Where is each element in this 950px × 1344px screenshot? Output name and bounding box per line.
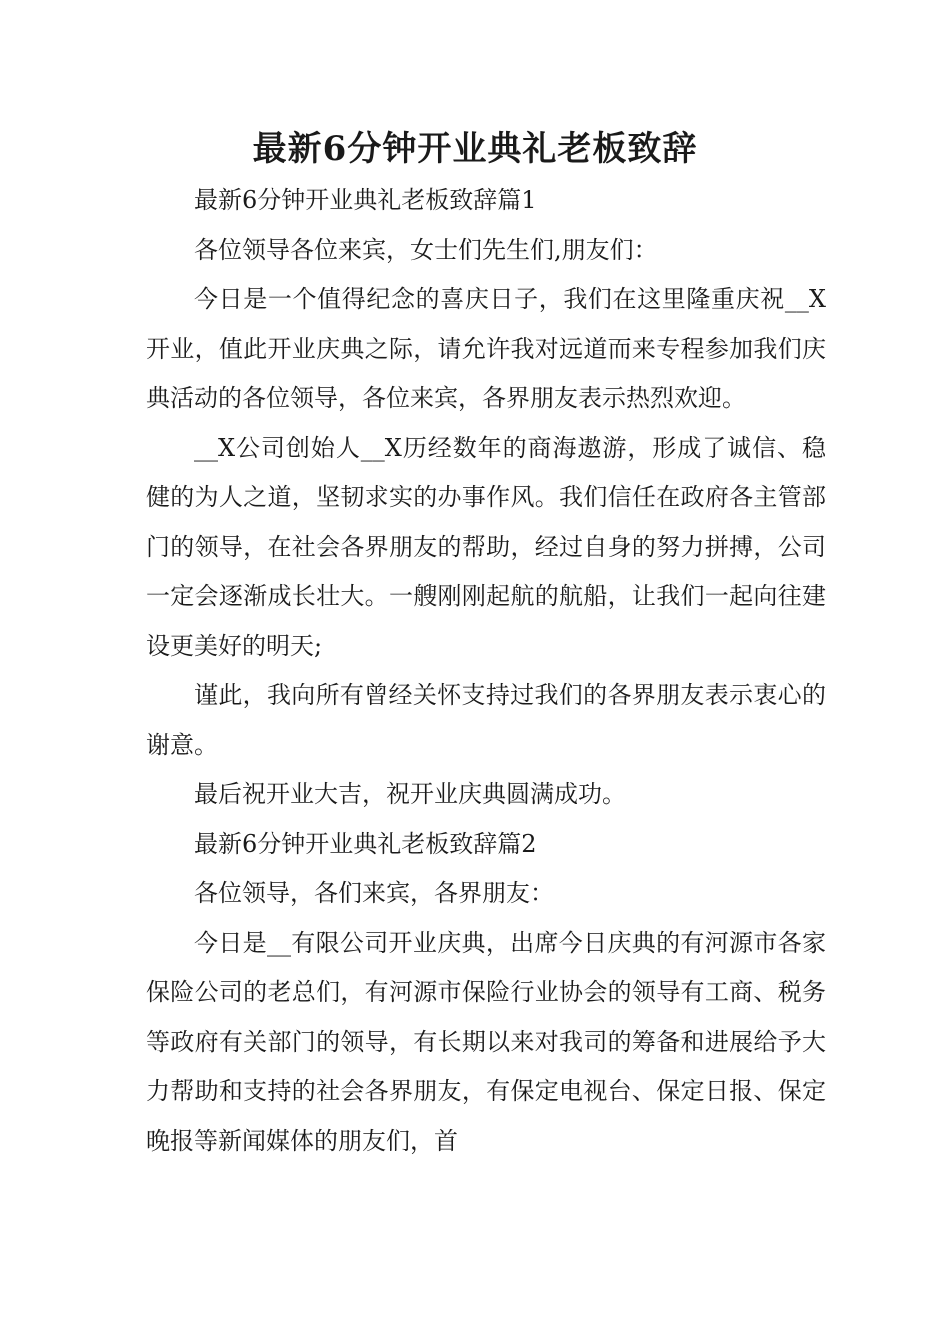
section-heading-1: 最新6分钟开业典礼老板致辞篇1	[194, 186, 537, 214]
section-heading-2: 最新6分钟开业典礼老板致辞篇2	[194, 829, 537, 858]
paragraph: 最后祝开业大吉，祝开业庆典圆满成功。	[194, 780, 626, 808]
paragraph: __X公司创始人__X历经数年的商海遨游，形成了诚信、稳健的为人之道，坚韧求实的办事作风。我们信任在政府各主管部门的领导，在社会各界朋友的帮助，经过自身的努力拼搏，公司一定会逐渐成长壮大。一艘刚刚起航的航船，让我们一起向往建设更美好的明天;	[146, 433, 826, 660]
paragraph: 谨此，我向所有曾经关怀支持过我们的各界朋友表示衷心的谢意。	[146, 681, 826, 759]
paragraph: 今日是一个值得纪念的喜庆日子，我们在这里隆重庆祝__X开业，值此开业庆典之际，请允许我对远道而来专程参加我们庆典活动的各位领导，各位来宾，各界朋友表示热烈欢迎。	[146, 285, 826, 412]
paragraph: 今日是__有限公司开业庆典，出席今日庆典的有河源市各家保险公司的老总们，有河源市保险行业协会的领导有工商、税务等政府有关部门的领导，有长期以来对我司的筹备和进展给予大力帮助和支持的社会各界朋友，有保定电视台、保定日报、保定晚报等新闻媒体的朋友们，首	[146, 928, 826, 1155]
document-body	[146, 176, 826, 1166]
salutation-1: 各位领导各位来宾，女士们先生们,朋友们：	[194, 235, 658, 264]
salutation-2: 各位领导，各们来宾，各界朋友：	[194, 879, 554, 907]
document-title: 最新6分钟开业典礼老板致辞	[252, 129, 698, 169]
